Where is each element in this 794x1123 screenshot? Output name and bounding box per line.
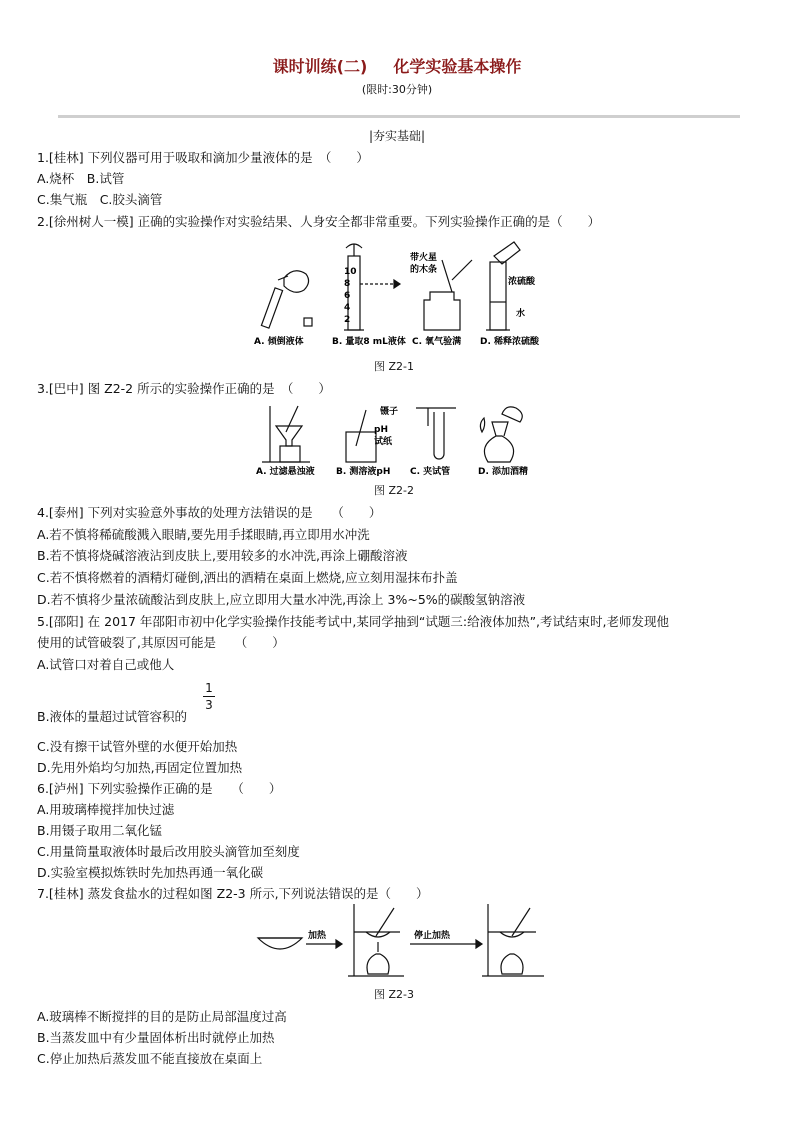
caption-z2-2: 图 Z2-2 [374,484,414,497]
q6-option-b: B.用镊子取用二氧化锰 [37,823,163,838]
tweezers-label: 镊子 [380,407,399,417]
arrow-stop-heat [410,940,482,948]
q3-stem: 3.[巴中] 图 Z2-2 所示的实验操作正确的是 （ ） [37,381,331,396]
tick-6: 6 [344,291,351,301]
q7-option-c: C.停止加热后蒸发皿不能直接放在桌面上 [37,1051,263,1066]
figure-z2-1 [244,240,556,352]
splint-label-2: 的木条 [410,265,438,275]
evaporation-setup-1 [348,904,404,976]
fig-z2-2-label-d: D. 添加酒精 [478,467,529,477]
q4-option-c: C.若不慎将燃着的酒精灯碰倒,洒出的酒精在桌面上燃烧,应立刻用湿抹布扑盖 [37,570,458,585]
fraction-numerator: 1 [205,681,213,695]
tick-8: 8 [344,279,351,289]
q1-options-cd: C.集气瓶 C.胶头滴管 [37,192,163,207]
q7-option-b: B.当蒸发皿中有少量固体析出时就停止加热 [37,1030,275,1045]
fig-b-measure-cylinder [344,244,400,330]
q5-option-c: C.没有擦干试管外壁的水便开始加热 [37,739,238,754]
q6-option-d: D.实验室模拟炼铁时先加热再通一氧化碳 [37,865,264,880]
evaporation-setup-2 [482,904,544,976]
arrow-heat [306,940,342,948]
q4-option-b: B.若不慎将烧碱溶液沾到皮肤上,要用较多的水冲洗,再涂上硼酸溶液 [37,548,408,563]
q5-stem-line2: 使用的试管破裂了,其原因可能是 （ ） [37,635,285,650]
fig-d-add-alcohol [480,407,522,462]
tick-2: 2 [344,315,351,325]
q1-stem: 1.[桂林] 下列仪器可用于吸取和滴加少量液体的是 （ ） [37,150,369,165]
caption-z2-1: 图 Z2-1 [374,360,414,373]
q5-fraction [203,681,215,712]
acid-label: 浓硫酸 [508,277,536,287]
q4-option-a: A.若不慎将稀硫酸溅入眼睛,要先用手揉眼睛,再立即用水冲洗 [37,527,370,542]
fig-z2-1-label-b: B. 量取8 mL液体 [332,337,406,347]
q5-option-d: D.先用外焰均匀加热,再固定位置加热 [37,760,243,775]
title-right: 化学实验基本操作 [393,57,522,76]
time-limit: (限时:30分钟) [361,83,433,96]
section-heading: |夯实基础| [368,129,426,143]
fig-z2-2-label-b: B. 测溶液pH [336,467,391,477]
fig-z2-2-label-c: C. 夹试管 [410,467,451,477]
tick-10: 10 [344,267,357,277]
tick-4: 4 [344,303,351,313]
q5-stem-line1: 5.[邵阳] 在 2017 年邵阳市初中化学实验操作技能考试中,某同学抽到“试题三:给液体加热”,考试结束时,老师发现他 [37,614,669,629]
fig-z2-1-label-a: A. 倾倒液体 [254,337,304,347]
paper-label: 试纸 [374,437,393,447]
figure-z2-2 [256,402,546,478]
q4-stem: 4.[泰州] 下列对实验意外事故的处理方法错误的是 （ ） [37,505,382,520]
q2-stem: 2.[徐州树人一模] 正确的实验操作对实验结果、人身安全都非常重要。下列实验操作正确的是（ ） [37,214,601,229]
q5-option-a: A.试管口对着自己或他人 [37,657,175,672]
caption-z2-3: 图 Z2-3 [374,988,414,1001]
fig-a-filter [262,406,310,462]
fig-a-pour-liquid [261,271,312,328]
evaporating-dish [258,938,302,949]
q6-option-a: A.用玻璃棒搅拌加快过滤 [37,802,175,817]
title-left: 课时训练(二) [272,57,368,76]
q5-option-b: B.液体的量超过试管容积的 [37,709,188,724]
fig-z2-1-label-d: D. 稀释浓硫酸 [480,337,540,347]
header-divider [58,115,740,118]
fig-z2-1-label-c: C. 氧气验满 [412,337,462,347]
q7-option-a: A.玻璃棒不断搅拌的目的是防止局部温度过高 [37,1009,287,1024]
q6-stem: 6.[泸州] 下列实验操作正确的是 （ ） [37,781,282,796]
splint-label: 带火星 [410,253,438,263]
figure-z2-3 [254,902,554,982]
ph-label: pH [374,425,388,435]
fig-c-test-tube-holder [416,408,456,459]
water-label: 水 [516,309,526,319]
page-title [0,54,794,77]
fig-z2-2-label-a: A. 过滤悬浊液 [256,467,315,477]
q7-stem: 7.[桂林] 蒸发食盐水的过程如图 Z2-3 所示,下列说法错误的是（ ） [37,886,429,901]
stop-heat-label: 停止加热 [414,931,451,941]
fig-b-ph-test [346,410,376,462]
q4-option-d: D.若不慎将少量浓硫酸沾到皮肤上,应立即用大量水冲洗,再涂上 3%~5%的碳酸氢钠溶液 [37,592,526,607]
fraction-bar [203,696,215,697]
fraction-denominator: 3 [205,698,213,712]
heat-label: 加热 [308,931,327,941]
q1-options-ab: A.烧杯 B.试管 [37,171,125,186]
q6-option-c: C.用量筒量取液体时最后改用胶头滴管加至刻度 [37,844,300,859]
